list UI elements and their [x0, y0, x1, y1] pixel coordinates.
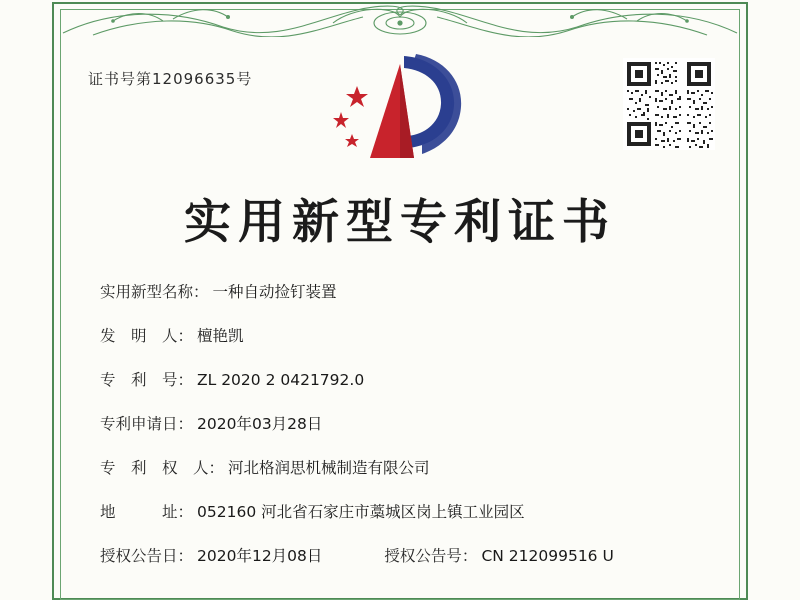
field-value: ZL 2020 2 0421792.0	[197, 371, 365, 389]
field-value: CN 212099516 U	[481, 547, 614, 565]
field-patentee	[100, 456, 710, 478]
field-value: 052160 河北省石家庄市藁城区岗上镇工业园区	[197, 503, 525, 521]
field-value: 一种自动捡钉装置	[212, 283, 337, 301]
field-value: 2020年12月08日	[197, 547, 323, 565]
field-value: 2020年03月28日	[197, 415, 323, 433]
field-label: 授权公告号：	[384, 547, 478, 565]
field-label: 地 址：	[100, 503, 194, 521]
patent-office-emblem-icon	[330, 50, 475, 165]
field-label: 授权公告日：	[100, 547, 194, 565]
ornamental-header-band	[53, 3, 747, 37]
qr-code-icon	[623, 58, 715, 150]
field-address	[100, 500, 710, 522]
page-title: 实用新型专利证书	[184, 195, 616, 250]
field-inventor	[100, 324, 710, 346]
field-label: 专 利 号：	[100, 371, 194, 389]
field-application-date	[100, 412, 710, 434]
field-grant-announcement-row	[100, 544, 710, 566]
field-value: 河北格润思机械制造有限公司	[228, 459, 430, 477]
certificate-fields	[100, 280, 710, 566]
field-label: 专 利 权 人：	[100, 459, 225, 477]
field-grant-date	[100, 544, 322, 566]
field-announcement-number	[384, 544, 613, 566]
field-patent-number	[100, 368, 710, 390]
field-label: 专利申请日：	[100, 415, 194, 433]
field-label: 实用新型名称：	[100, 283, 209, 301]
field-label: 发 明 人：	[100, 327, 194, 345]
certificate-number: 证书号第12096635号	[88, 70, 253, 88]
field-value: 檀艳凯	[197, 327, 244, 345]
field-utility-model-name	[100, 280, 710, 302]
